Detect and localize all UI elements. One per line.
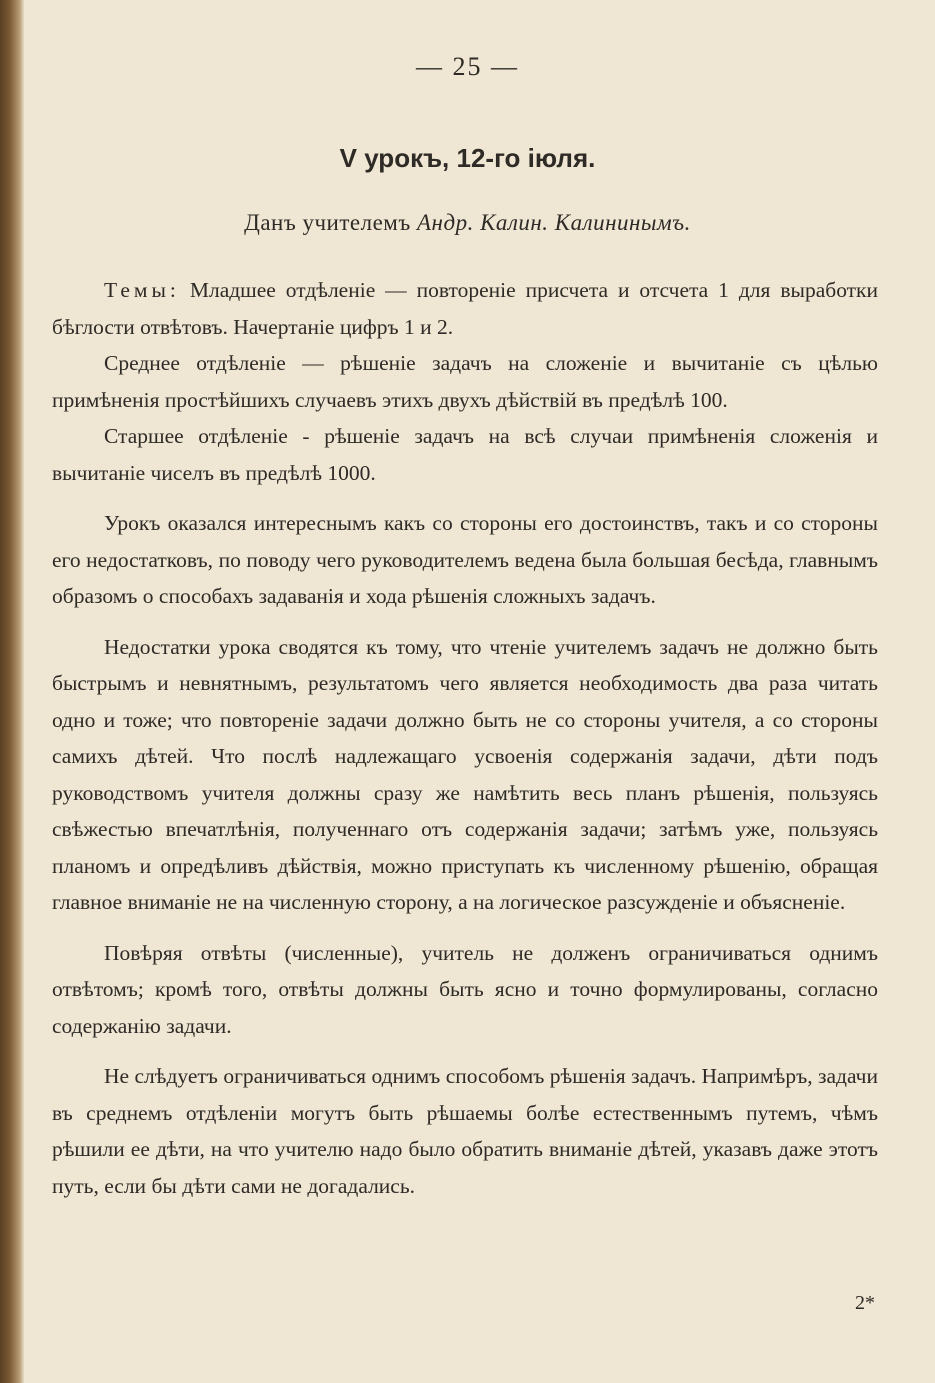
paragraph-interest: Урокъ оказался интереснымъ какъ со стороны его достоинствъ, такъ и со стороны его недостатковъ, по поводу чего руководителемъ ведена была большая бесѣда, главнымъ образомъ о способахъ задаванія и хода рѣшенія сложныхъ задачъ. xyxy=(52,511,878,608)
paragraph-shortcomings: Недостатки урока сводятся къ тому, что чтеніе учителемъ задачъ не должно быть быстрымъ и невнятнымъ, результатомъ чего является необходимость два раза читать одно и тоже; что повтореніе задачи должно быть не со стороны учителя, а со стороны самихъ дѣтей. Что послѣ надлежащаго усвоенія содержанія задачи, дѣти подъ руководствомъ учителя должны сразу же намѣтить весь планъ рѣшенія, пользуясь свѣжестью впечатлѣнія, полученнаго отъ содержанія задачи; затѣмъ уже, пользуясь планомъ и опредѣливъ дѣйствія, можно приступать къ численному рѣшенію, обращая главное вниманіе не на численную сторону, а на логическое разсужденіе и объясненіе. xyxy=(52,634,878,914)
themes-middle-paragraph: Среднее отдѣленіе — рѣшеніе задачъ на сложеніе и вычитаніе съ цѣлью примѣненія простѣйшихъ случаевъ этихъ двухъ дѣйствій въ предѣлѣ 100. xyxy=(52,351,878,412)
byline xyxy=(0,210,935,236)
page-number: — 25 — xyxy=(416,52,519,81)
themes-junior-paragraph xyxy=(52,272,878,345)
themes-junior-text: Младшее отдѣленіе — повтореніе присчета и отсчета 1 для выработки бѣглости отвѣтовъ. Начертаніе цифръ 1 и 2. xyxy=(52,278,879,339)
paragraph-answers: Повѣряя отвѣты (численные), учитель не долженъ ограничиваться однимъ отвѣтомъ; кромѣ того, отвѣты должны быть ясно и точно формулированы, согласно содержанію задачи. xyxy=(52,940,878,1038)
paragraph-methods: Не слѣдуетъ ограничиваться однимъ способомъ рѣшенія задачъ. Напримѣръ, задачи въ среднемъ отдѣленіи могутъ быть рѣшаемы болѣе естественнымъ путемъ, чѣмъ рѣшили ее дѣти, на что учителю надо было обратить вниманіе дѣтей, указавъ даже этотъ путь, если бы дѣти сами не догадались. xyxy=(52,1064,878,1198)
teacher-name: Андр. Калин. Калининымъ. xyxy=(417,210,691,235)
themes-label: Темы: xyxy=(104,278,180,302)
byline-prefix: Данъ учителемъ xyxy=(244,210,411,235)
signature-mark: 2* xyxy=(855,1292,875,1314)
lesson-title: V урокъ, 12-го іюля. xyxy=(339,143,596,173)
body-text xyxy=(52,272,878,1204)
themes-senior-paragraph: Старшее отдѣленіе - рѣшеніе задачъ на всѣ случаи примѣненія сложенія и вычитаніе чиселъ въ предѣлѣ 1000. xyxy=(52,424,878,485)
